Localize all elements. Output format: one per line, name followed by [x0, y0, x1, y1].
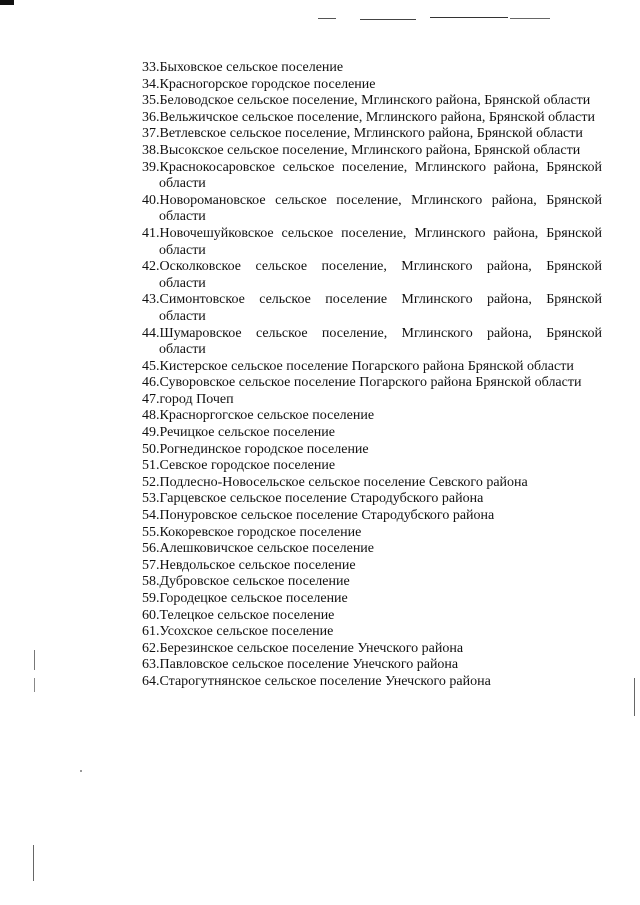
list-item	[142, 641, 602, 658]
list-item-continuation: области	[159, 342, 206, 358]
list-item-line	[142, 508, 494, 523]
list-item-number: 37.	[142, 126, 160, 142]
list-item	[142, 408, 602, 425]
list-item-text: Усохское сельское поселение	[159, 624, 334, 640]
list-item-text: Телецкое сельское поселение	[159, 607, 335, 623]
scan-artifact	[634, 678, 635, 716]
list-item-text: Речицкое сельское поселение	[159, 425, 335, 441]
list-item-number: 46.	[142, 375, 160, 391]
list-item-text: Понуровское сельское поселение Стародубского района	[159, 508, 495, 524]
list-item-number: 60.	[142, 607, 160, 623]
list-item-line	[142, 608, 334, 623]
list-item-text: Симонтовское сельское поселение Мглинского района, Брянской	[159, 292, 602, 308]
list-item	[142, 375, 602, 392]
list-item-number: 36.	[142, 109, 160, 125]
list-item	[142, 657, 602, 674]
list-item	[142, 508, 602, 525]
list-item-number: 52.	[142, 474, 160, 490]
list-item-text: Кистерское сельское поселение Погарского района Брянской области	[159, 358, 574, 374]
list-item	[142, 475, 602, 492]
list-item	[142, 624, 602, 641]
list-item-line	[142, 525, 361, 540]
list-item-text: Краснокосаровское сельское поселение, Мглинского района, Брянской	[159, 159, 602, 175]
list-item	[142, 359, 602, 376]
list-item-line	[142, 110, 595, 125]
list-item-line	[142, 641, 463, 656]
list-item-number: 64.	[142, 673, 160, 689]
list-item-number: 35.	[142, 93, 160, 109]
list-item-continuation: области	[159, 308, 206, 324]
list-item-number: 59.	[142, 591, 160, 606]
list-item-text: Осколковское сельское поселение, Мглинского района, Брянской	[159, 259, 602, 275]
list-item	[142, 425, 602, 442]
list-item	[142, 126, 602, 143]
scan-artifact	[34, 678, 35, 692]
list-item-number: 48.	[142, 408, 160, 424]
list-item-number: 58.	[142, 574, 160, 590]
list-item-number: 61.	[142, 624, 160, 640]
list-item-line	[142, 458, 335, 473]
list-item-text: Березинское сельское поселение Унечского района	[159, 640, 464, 656]
list-item	[142, 674, 602, 691]
scan-artifact	[33, 845, 34, 881]
list-item	[142, 591, 602, 608]
list-item-text: Дубровское сельское поселение	[159, 574, 350, 590]
list-item-number: 45.	[142, 358, 160, 374]
list-item-text: Городецкое сельское поселение	[159, 591, 348, 606]
list-item-number: 63.	[142, 657, 160, 673]
scan-artifact	[0, 0, 14, 5]
list-item	[142, 491, 602, 508]
list-item-text: Суворовское сельское поселение Погарского района Брянской области	[159, 375, 582, 391]
list-item-line	[142, 226, 602, 243]
list-item-number: 43.	[142, 292, 160, 308]
list-item-number: 38.	[142, 142, 160, 158]
list-item-continuation: области	[159, 209, 206, 225]
list-item-text: город Почеп	[159, 391, 234, 407]
list-item-text: Новоромановское сельское поселение, Мглинского района, Брянской	[159, 192, 602, 208]
list-item-text: Быховское сельское поселение	[159, 60, 344, 75]
scan-artifact	[510, 18, 550, 19]
list-item-line	[142, 491, 483, 506]
scan-artifact	[318, 18, 336, 19]
list-item-text: Гарцевское сельское поселение Стародубского района	[159, 491, 484, 507]
list-item-continuation: области	[159, 242, 206, 258]
list-item-line	[142, 93, 590, 108]
list-item-text: Севское городское поселение	[159, 458, 336, 474]
list-item	[142, 226, 602, 259]
list-item-line	[142, 77, 375, 92]
list-item-line	[142, 193, 602, 210]
list-item	[142, 193, 602, 226]
list-item-number: 56.	[142, 541, 160, 557]
list-item	[142, 541, 602, 558]
list-item-line	[142, 425, 335, 440]
list-item-number: 41.	[142, 225, 160, 241]
list-item-number: 42.	[142, 259, 160, 275]
scan-artifact	[80, 770, 82, 772]
list-item-number: 62.	[142, 640, 160, 656]
list-item-number: 47.	[142, 391, 160, 407]
scan-artifact	[430, 17, 508, 18]
list-item-text: Алешковичское сельское поселение	[159, 541, 375, 557]
scan-artifact	[34, 650, 35, 670]
list-item-line	[142, 326, 602, 343]
list-item-text: Старогутнянское сельское поселение Унечского района	[159, 673, 491, 689]
list-item-text: Высокское сельское поселение, Мглинского района, Брянской области	[159, 142, 581, 158]
list-item-number: 40.	[142, 192, 160, 208]
list-item-text: Красноргогское сельское поселение	[159, 408, 375, 424]
list-item-line	[142, 292, 602, 309]
list-item-text: Ветлевское сельское поселение, Мглинского района, Брянской области	[159, 126, 583, 142]
list-item-line	[142, 375, 581, 390]
list-item-text: Рогнединское городское поселение	[159, 441, 369, 457]
list-item-line	[142, 624, 333, 639]
list-item-text: Павловское сельское поселение Унечского района	[159, 657, 459, 673]
scan-artifact	[360, 19, 416, 20]
settlement-list	[142, 60, 602, 691]
list-item-line	[142, 558, 356, 573]
list-item-number: 34.	[142, 76, 160, 92]
list-item-text: Вельжичское сельское поселение, Мглинского района, Брянской области	[159, 109, 595, 125]
list-item-number: 44.	[142, 325, 160, 341]
list-item	[142, 292, 602, 325]
list-item-line	[142, 160, 602, 177]
list-item-line	[142, 408, 374, 423]
list-item	[142, 392, 602, 409]
list-item-number: 53.	[142, 491, 160, 507]
list-item	[142, 558, 602, 575]
list-item	[142, 525, 602, 542]
list-item-number: 33.	[142, 60, 160, 75]
list-item-text: Кокоревское городское поселение	[159, 524, 362, 540]
list-item	[142, 160, 602, 193]
list-item	[142, 326, 602, 359]
list-item	[142, 259, 602, 292]
list-item-line	[142, 674, 491, 689]
list-item	[142, 143, 602, 160]
list-item-line	[142, 60, 343, 75]
list-item-line	[142, 126, 583, 141]
list-item-continuation: области	[159, 176, 206, 192]
list-item	[142, 442, 602, 459]
list-item-line	[142, 259, 602, 276]
list-item-text: Новочешуйковское сельское поселение, Мглинского района, Брянской	[159, 225, 602, 241]
list-item	[142, 60, 602, 77]
list-item-number: 51.	[142, 458, 160, 474]
list-item-line	[142, 574, 350, 589]
list-item	[142, 77, 602, 94]
list-item-number: 54.	[142, 508, 160, 524]
list-item-line	[142, 475, 528, 490]
list-item	[142, 93, 602, 110]
list-item-line	[142, 392, 234, 407]
list-item-line	[142, 143, 580, 158]
list-item-line	[142, 657, 458, 672]
list-item-line	[142, 442, 369, 457]
list-item-text: Шумаровское сельское поселение, Мглинского района, Брянской	[159, 325, 602, 341]
list-item-number: 55.	[142, 524, 160, 540]
list-item	[142, 608, 602, 625]
list-item-continuation: области	[159, 275, 206, 291]
list-item-number: 50.	[142, 441, 160, 457]
list-item-line	[142, 359, 574, 374]
list-item-line	[142, 591, 348, 606]
list-item-text: Подлесно-Новосельское сельское поселение Севского района	[159, 474, 528, 490]
list-item-number: 57.	[142, 557, 160, 573]
list-item	[142, 458, 602, 475]
list-item-text: Красногорское городское поселение	[159, 76, 376, 92]
list-item-number: 49.	[142, 425, 160, 441]
list-item	[142, 110, 602, 127]
list-item-line	[142, 541, 374, 556]
list-item-text: Беловодское сельское поселение, Мглинского района, Брянской области	[159, 93, 591, 109]
list-item-text: Невдольское сельское поселение	[159, 557, 356, 573]
list-item	[142, 574, 602, 591]
list-item-number: 39.	[142, 159, 160, 175]
